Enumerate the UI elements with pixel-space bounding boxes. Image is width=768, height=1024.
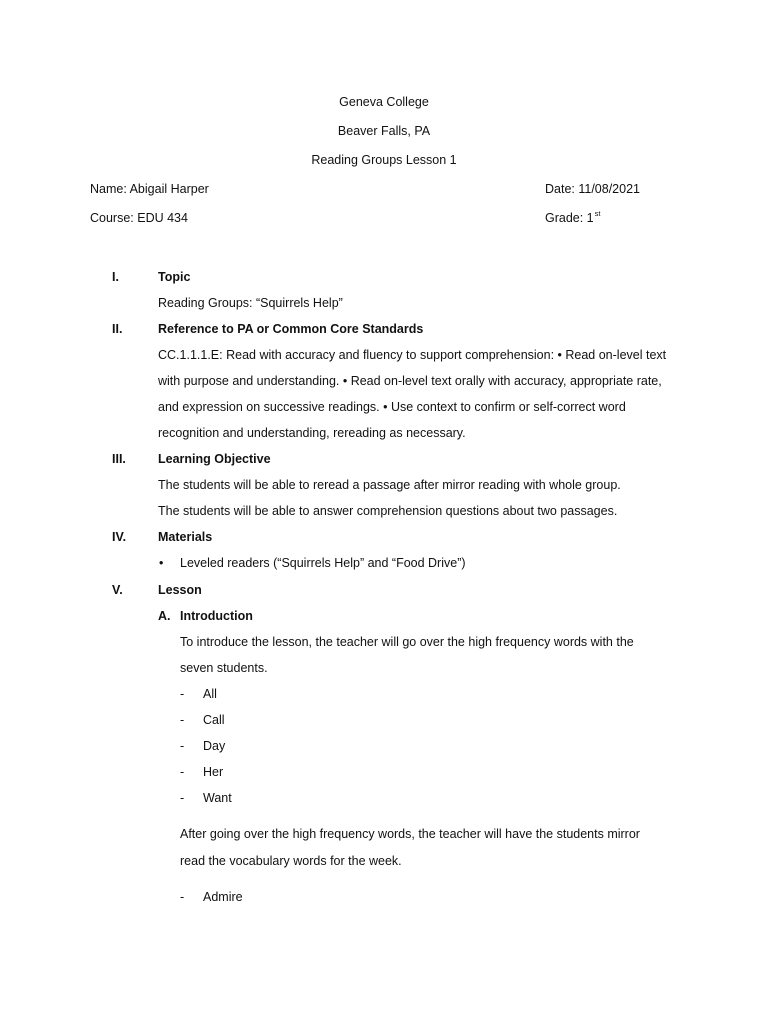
section-3-line-2: The students will be able to answer comprehension questions about two passages. [158, 504, 618, 518]
section-2-line-4: recognition and understanding, rereading as necessary. [158, 426, 466, 440]
lesson-title: Reading Groups Lesson 1 [311, 153, 457, 167]
intro-line-1: To introduce the lesson, the teacher will go over the high frequency words with the [180, 635, 634, 649]
dash-icon: - [180, 739, 185, 753]
section-5-heading: Lesson [158, 583, 202, 597]
after-line-2: read the vocabulary words for the week. [180, 854, 402, 868]
course-code: Course: EDU 434 [90, 211, 188, 225]
hf-word: Call [203, 713, 225, 727]
section-1-heading: Topic [158, 270, 191, 284]
dash-icon: - [180, 791, 185, 805]
dash-icon: - [180, 713, 185, 727]
section-1-numeral: I. [112, 270, 119, 284]
materials-item: Leveled readers (“Squirrels Help” and “Food Drive”) [180, 556, 466, 570]
subsection-a-label: A. [158, 609, 171, 623]
section-2-line-1: CC.1.1.1.E: Read with accuracy and fluency to support comprehension: • Read on-level text [158, 348, 667, 362]
grade-superscript: st [594, 208, 601, 218]
subsection-a-heading: Introduction [180, 609, 253, 623]
section-2-line-3: and expression on successive readings. • Use context to confirm or self-correct word [158, 400, 626, 414]
lesson-date: Date: 11/08/2021 [545, 182, 640, 196]
hf-word: All [203, 687, 217, 701]
intro-line-2: seven students. [180, 661, 268, 675]
dash-icon: - [180, 765, 185, 779]
section-5-numeral: V. [112, 583, 123, 597]
section-3-heading: Learning Objective [158, 452, 271, 466]
student-name: Name: Abigail Harper [90, 182, 209, 196]
vocab-word: Admire [203, 890, 243, 904]
section-2-numeral: II. [112, 322, 123, 336]
hf-word: Day [203, 739, 226, 753]
institution-name: Geneva College [339, 95, 429, 109]
after-line-1: After going over the high frequency words, the teacher will have the students mirror [180, 827, 640, 841]
dash-icon: - [180, 890, 185, 904]
dash-icon: - [180, 687, 185, 701]
section-2-heading: Reference to PA or Common Core Standards [158, 322, 424, 336]
bullet-icon: • [159, 556, 164, 570]
grade-level [545, 210, 600, 226]
hf-word: Want [203, 791, 232, 805]
section-4-heading: Materials [158, 530, 213, 544]
hf-word: Her [203, 765, 224, 779]
section-2-line-2: with purpose and understanding. • Read on-level text orally with accuracy, appropriate rate, [158, 374, 662, 388]
section-3-line-1: The students will be able to reread a passage after mirror reading with whole group. [158, 478, 621, 492]
institution-location: Beaver Falls, PA [337, 124, 431, 138]
section-1-text: Reading Groups: “Squirrels Help” [158, 296, 343, 310]
section-4-numeral: IV. [112, 530, 127, 544]
grade-label: Grade: 1 [545, 211, 594, 225]
section-3-numeral: III. [112, 452, 126, 466]
